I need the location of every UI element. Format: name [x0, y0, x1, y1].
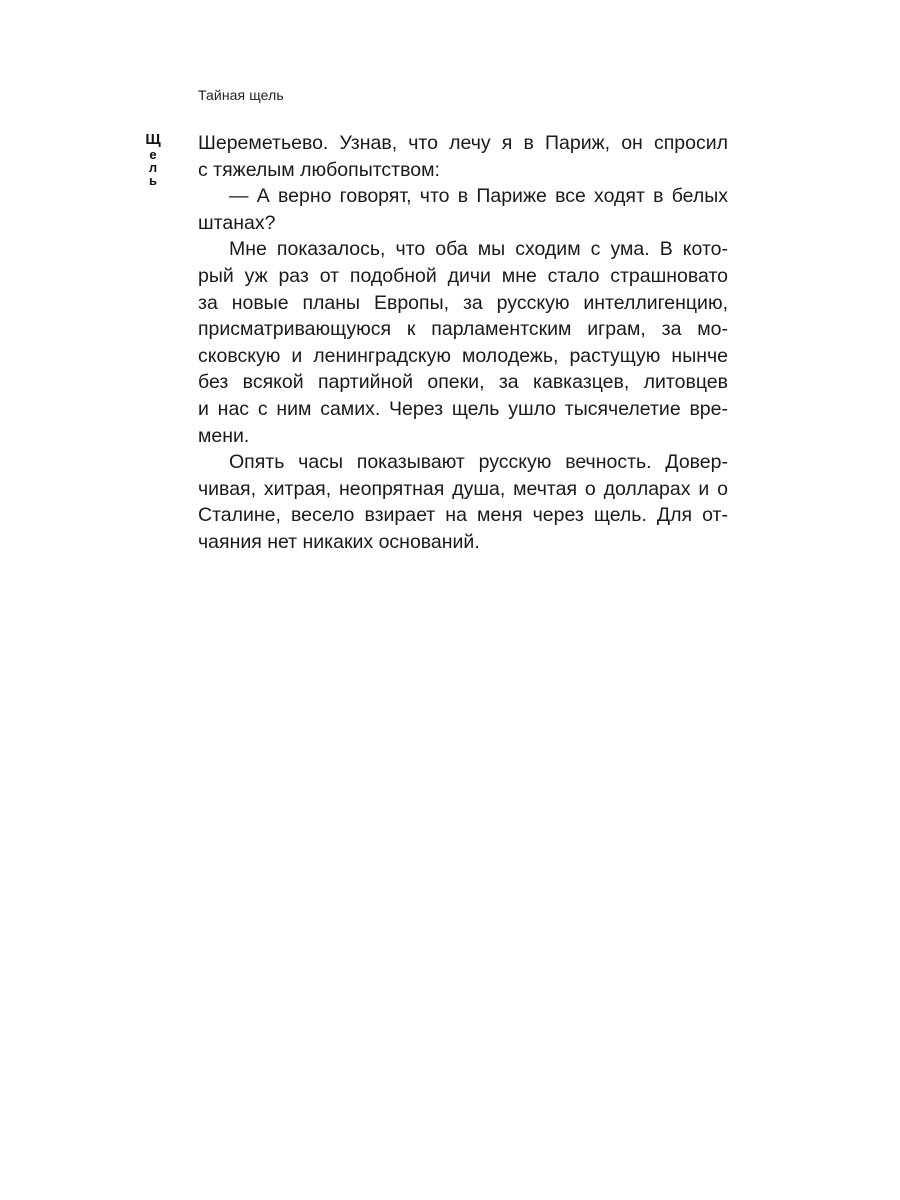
text-line: с тяжелым любопытством: — [198, 158, 440, 181]
text-line: и нас с ним самих. Через щель ушло тысячелетие вре- — [198, 397, 728, 420]
text-line: Сталине, весело взирает на меня через щель. Для от- — [198, 504, 728, 527]
text-line: присматривающуюся к парламентским играм, за мо- — [198, 318, 728, 341]
side-label-letter: е — [149, 147, 157, 162]
side-label-letter: Щ — [145, 131, 161, 148]
side-chapter-label — [143, 131, 163, 187]
text-line: штанах? — [198, 211, 276, 234]
text-line: Шереметьево. Узнав, что лечу я в Париж, он спросил — [198, 132, 728, 154]
side-label-letter: л — [148, 160, 158, 175]
side-label-letter: ь — [149, 173, 157, 188]
text-line: Опять часы показывают русскую вечность. Довер- — [229, 451, 728, 474]
text-line: чаяния нет никаких оснований. — [198, 530, 480, 553]
body-text — [198, 130, 728, 556]
text-line: без всякой партийной опеки, за кавказцев, литовцев — [198, 371, 728, 394]
text-line: Мне показалось, что оба мы сходим с ума. В кото- — [229, 238, 728, 261]
text-line: мени. — [198, 424, 250, 447]
text-line: чивая, хитрая, неопрятная душа, мечтая о долларах и о — [198, 477, 728, 500]
text-line: за новые планы Европы, за русскую интеллигенцию, — [198, 291, 728, 314]
text-line: рый уж раз от подобной дичи мне стало страшновато — [198, 264, 728, 287]
text-line: сковскую и ленинградскую молодежь, растущую нынче — [198, 344, 728, 367]
running-head: Тайная щель — [198, 87, 284, 103]
text-line: — А верно говорят, что в Париже все ходят в белых — [229, 185, 728, 208]
